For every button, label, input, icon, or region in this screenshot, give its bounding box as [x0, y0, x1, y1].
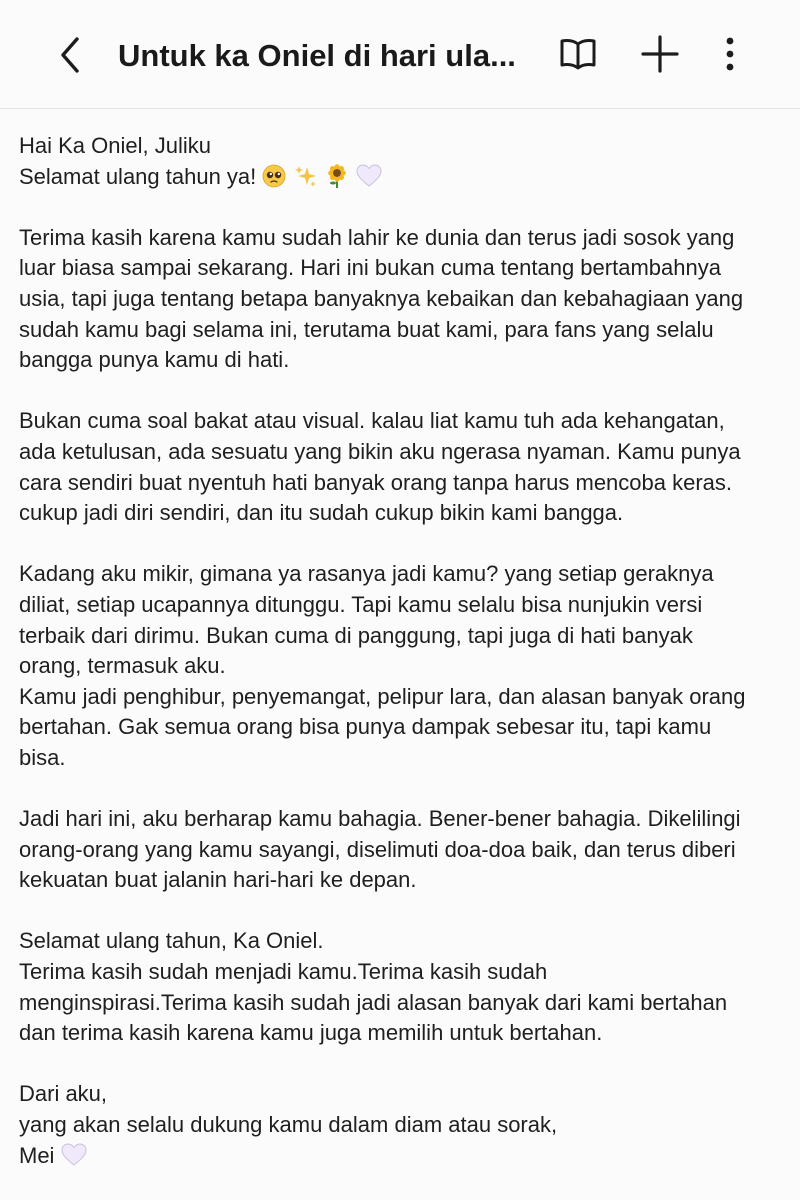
text-line: bangga punya kamu di hati. [19, 347, 290, 373]
signature-name: Mei [19, 1142, 55, 1168]
text-line: ada ketulusan, ada sesuatu yang bikin aku ngerasa nyaman. Kamu punya [19, 438, 741, 464]
more-vertical-icon [722, 34, 738, 74]
closing-line: Dari aku, [19, 1081, 108, 1107]
text-line: menginspirasi.Terima kasih sudah jadi alasan banyak dari kami bertahan [19, 989, 728, 1015]
note-title: Untuk ka Oniel di hari ula... [118, 38, 516, 73]
text-line: cukup jadi diri sendiri, dan itu sudah cukup bikin kami bangga. [19, 500, 624, 526]
sunflower-icon [325, 164, 349, 188]
text-line: Kamu jadi penghibur, penyemangat, pelipur lara, dan alasan banyak orang [19, 683, 746, 709]
more-options-button[interactable] [706, 30, 754, 78]
pleading-face-icon [262, 164, 286, 188]
plus-icon [640, 34, 680, 74]
text-line: Terima kasih sudah menjadi kamu.Terima kasih sudah [19, 959, 548, 985]
paragraph-4 [19, 804, 789, 896]
top-bar [0, 0, 800, 109]
reading-mode-button[interactable] [554, 30, 602, 78]
text-line: Terima kasih karena kamu sudah lahir ke dunia dan terus jadi sosok yang [19, 224, 735, 250]
note-content[interactable] [19, 131, 789, 1200]
white-heart-icon [356, 164, 382, 188]
sparkles-icon [294, 164, 318, 188]
text-line: kekuatan buat jalanin hari-hari ke depan. [19, 867, 417, 893]
text-line: Selamat ulang tahun, Ka Oniel. [19, 928, 324, 954]
birthday-wish-text: Selamat ulang tahun ya! [19, 163, 257, 189]
text-line: orang, termasuk aku. [19, 653, 226, 679]
signature-line [19, 1141, 789, 1172]
text-line: bisa. [19, 744, 66, 770]
text-line: dan terima kasih karena kamu juga memilih untuk bertahan. [19, 1020, 603, 1046]
text-line: orang-orang yang kamu sayangi, diselimuti doa-doa baik, dan terus diberi [19, 836, 736, 862]
greeting-line: Hai Ka Oniel, Juliku [19, 133, 211, 158]
paragraph-1 [19, 223, 789, 376]
text-line: cara sendiri buat nyentuh hati banyak orang tanpa harus mencoba keras. [19, 469, 733, 495]
text-line: terbaik dari dirimu. Bukan cuma di panggung, tapi juga di hati banyak [19, 622, 693, 648]
open-book-icon [558, 36, 598, 72]
paragraph-3 [19, 559, 789, 773]
text-line: sudah kamu bagi selama ini, terutama buat kami, para fans yang selalu [19, 316, 714, 342]
text-line: bertahan. Gak semua orang bisa punya dampak sebesar itu, tapi kamu [19, 714, 712, 740]
text-line: Jadi hari ini, aku berharap kamu bahagia. Bener-bener bahagia. Dikelilingi [19, 806, 741, 832]
text-line: usia, tapi juga tentang betapa banyaknya kebaikan dan kebahagiaan yang [19, 285, 744, 311]
back-button[interactable] [48, 30, 92, 80]
white-heart-icon [61, 1143, 87, 1167]
text-line: Bukan cuma soal bakat atau visual. kalau liat kamu tuh ada kehangatan, [19, 408, 725, 434]
paragraph-5 [19, 926, 789, 1048]
chevron-left-icon [55, 33, 85, 77]
closing [19, 1079, 789, 1171]
paragraph-2 [19, 406, 789, 528]
text-line: Kadang aku mikir, gimana ya rasanya jadi kamu? yang setiap geraknya [19, 561, 714, 587]
closing-line: yang akan selalu dukung kamu dalam diam atau sorak, [19, 1112, 558, 1137]
birthday-wish-line [19, 162, 789, 193]
text-line: diliat, setiap ucapannya ditunggu. Tapi kamu selalu bisa nunjukin versi [19, 591, 703, 617]
greeting [19, 131, 789, 192]
text-line: luar biasa sampai sekarang. Hari ini bukan cuma tentang bertambahnya [19, 255, 721, 281]
add-button[interactable] [636, 30, 684, 78]
